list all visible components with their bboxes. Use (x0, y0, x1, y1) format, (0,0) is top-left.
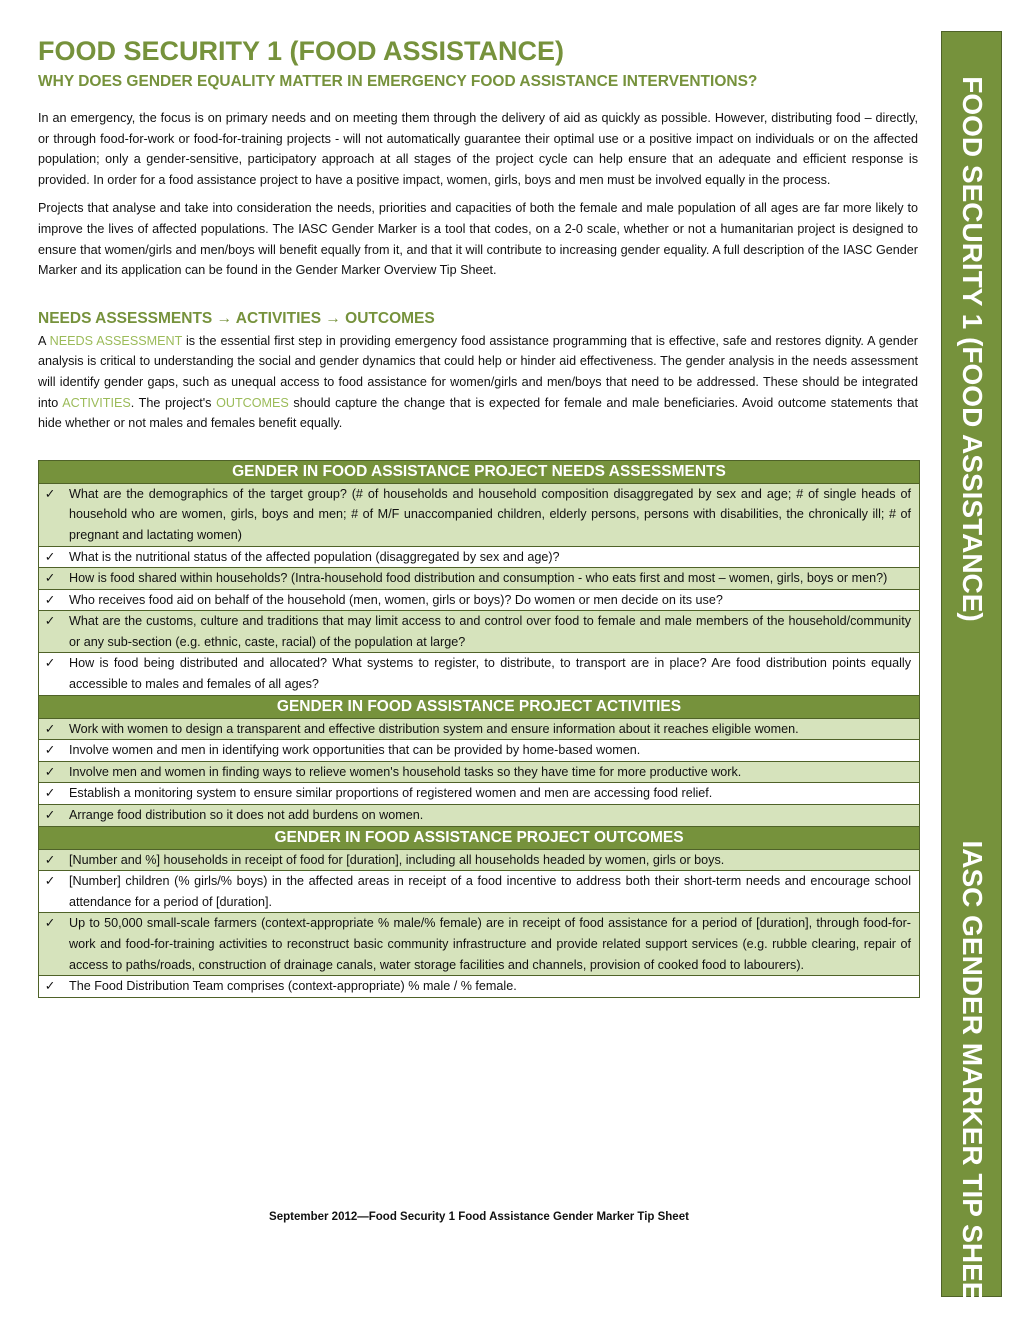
page-subtitle: WHY DOES GENDER EQUALITY MATTER IN EMERGENCY FOOD ASSISTANCE INTERVENTIONS? (38, 73, 758, 90)
table-row (39, 783, 920, 805)
check-icon: ✓ (39, 761, 62, 783)
table-row (39, 871, 920, 913)
checklist-item: Involve men and women in finding ways to relieve women's household tasks so they have time for more productive work. (61, 761, 920, 783)
table-section-header (39, 826, 920, 849)
checklist-item: Work with women to design a transparent and effective distribution system and ensure information about it reaches eligible women. (61, 718, 920, 740)
page-title: FOOD SECURITY 1 (FOOD ASSISTANCE) (38, 36, 565, 66)
page-footer: September 2012—Food Security 1 Food Assistance Gender Marker Tip Sheet (269, 1211, 689, 1223)
table-row (39, 849, 920, 871)
needs-keyword-outcomes: OUTCOMES (216, 395, 289, 410)
outcomes-header: GENDER IN FOOD ASSISTANCE PROJECT OUTCOMES (39, 826, 920, 849)
table-section-header (39, 460, 920, 483)
checklist-item: [Number and %] households in receipt of food for [duration], including all households headed by women, girls or boys. (61, 849, 920, 871)
sidebar-subtitle: IASC GENDER MARKER TIP SHEET (956, 840, 988, 1318)
check-icon: ✓ (39, 589, 62, 611)
checklist-item: The Food Distribution Team comprises (context-appropriate) % male / % female. (61, 976, 920, 998)
needs-keyword-assessment: NEEDS ASSESSMENT (49, 333, 183, 348)
needs-text-2: is the essential first step in providing emergency food assistance programming that is effective, safe and restores dignity. A gender analysis is critical to understanding the social and gender dynamics that could help or hinder aid effectiveness. The gender analysis in the needs assessment will identify gender gaps, such as unequal access to food assistance for women/girls and men/boys that need to be addressed. These should be integrated into (38, 333, 918, 410)
table-row (39, 589, 920, 611)
main-content (38, 34, 918, 998)
check-icon: ✓ (39, 611, 62, 653)
check-icon: ✓ (39, 740, 62, 762)
check-icon: ✓ (39, 483, 62, 546)
check-icon: ✓ (39, 913, 62, 976)
check-icon: ✓ (39, 718, 62, 740)
check-icon: ✓ (39, 871, 62, 913)
table-row (39, 718, 920, 740)
table-row (39, 546, 920, 568)
table-row (39, 483, 920, 546)
checklist-item: Arrange food distribution so it does not add burdens on women. (61, 805, 920, 827)
table-row (39, 913, 920, 976)
sidebar-banner (941, 31, 1002, 1318)
checklist-item: Up to 50,000 small-scale farmers (context-appropriate % male/% female) are in receipt of food assistance for a period of [duration], through food-for-work and food-for-training activities to reconstruct basic community infrastructure and provide related support services (e.g. rubble clearing, repair of access to paths/roads, construction of drainage canals, water storage facilities and channels, provision of cooked food to labourers). (61, 913, 920, 976)
checklist-item: How is food shared within households? (Intra-household food distribution and consumption - who eats first and most – women, girls, boys or men?) (61, 568, 920, 590)
needs-heading: NEEDS ASSESSMENTS → ACTIVITIES → OUTCOMES (38, 309, 435, 327)
check-icon: ✓ (39, 546, 62, 568)
table-row (39, 976, 920, 998)
sidebar-title: FOOD SECURITY 1 (FOOD ASSISTANCE) (956, 76, 988, 622)
checklist-item: What are the demographics of the target group? (# of households and household composition disaggregated by sex and age; # of single heads of household who are women, girls, boys and men; # of M/F unaccompanied children, elderly persons, persons with disabilities, the chronically ill; # of pregnant and lactating women) (61, 483, 920, 546)
table-section-header (39, 695, 920, 718)
table-row (39, 740, 920, 762)
assessments-header: GENDER IN FOOD ASSISTANCE PROJECT NEEDS ASSESSMENTS (39, 460, 920, 483)
needs-paragraph (38, 331, 918, 434)
check-icon: ✓ (39, 653, 62, 695)
check-icon: ✓ (39, 805, 62, 827)
checklist-item: How is food being distributed and allocated? What systems to register, to distribute, to transport are in place? Are food distribution points equally accessible to males and females of all ages? (61, 653, 920, 695)
table-row (39, 653, 920, 695)
check-icon: ✓ (39, 976, 62, 998)
checklist-item: Who receives food aid on behalf of the household (men, women, girls or boys)? Do women or men decide on its use? (61, 589, 920, 611)
checklist-item: What is the nutritional status of the affected population (disaggregated by sex and age)? (61, 546, 920, 568)
table-row (39, 761, 920, 783)
needs-text-3: . The project's (130, 395, 217, 410)
intro-paragraph-2: Projects that analyse and take into consideration the needs, priorities and capacities of both the female and male population of all ages are far more likely to improve the lives of affected populations. The IASC Gender Marker is a tool that codes, on a 2-0 scale, whether or not a humanitarian project is designed to ensure that women/girls and men/boys will benefit equally from it, and that it will contribute to increasing gender equality. A full description of the IASC Gender Marker and its application can be found in the Gender Marker Overview Tip Sheet. (38, 201, 918, 278)
table-row (39, 568, 920, 590)
needs-text-1: A (38, 333, 50, 348)
table-row (39, 805, 920, 827)
check-icon: ✓ (39, 568, 62, 590)
checklist-item: What are the customs, culture and traditions that may limit access to and control over food to female and male members of the household/community or any sub-section (e.g. ethnic, caste, racial) of the population at large? (61, 611, 920, 653)
checklist-table (38, 460, 920, 998)
checklist-item: [Number] children (% girls/% boys) in the affected areas in receipt of a food incentive to address both their short-term needs and encourage school attendance for a period of [duration]. (61, 871, 920, 913)
checklist-item: Involve women and men in identifying work opportunities that can be provided by home-based women. (61, 740, 920, 762)
check-icon: ✓ (39, 783, 62, 805)
needs-keyword-activities: ACTIVITIES (62, 395, 131, 410)
check-icon: ✓ (39, 849, 62, 871)
table-row (39, 611, 920, 653)
checklist-item: Establish a monitoring system to ensure similar proportions of registered women and men are accessing food relief. (61, 783, 920, 805)
intro-paragraph-1: In an emergency, the focus is on primary needs and on meeting them through the delivery of aid as quickly as possible. However, distributing food – directly, or through food-for-work or food-for-training projects - will not automatically guarantee their optimal use or a positive impact on individuals or on the affected population; only a gender-sensitive, participatory approach at all stages of the project cycle can help ensure that an adequate and efficient response is provided. In order for a food assistance project to have a positive impact, women, girls, boys and men must be involved equally in the process. (38, 111, 918, 187)
needs-text-4: should capture the change that is expected for female and male beneficiaries. Avoid outcome statements that hide whether or not males and females benefit equally. (38, 395, 918, 431)
activities-header: GENDER IN FOOD ASSISTANCE PROJECT ACTIVITIES (39, 695, 920, 718)
